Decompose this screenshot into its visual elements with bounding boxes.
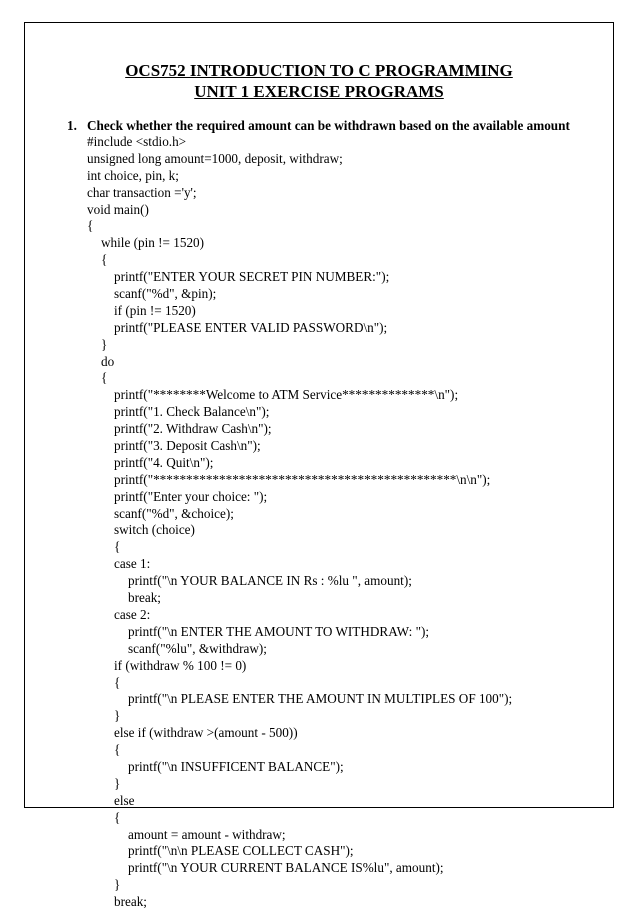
code-line: else if (withdraw >(amount - 500)) (114, 725, 298, 741)
question-number: 1. (67, 118, 77, 133)
code-line: case 2: (114, 606, 151, 622)
code-line: scanf("%lu", &withdraw); (128, 640, 267, 656)
code-line: if (withdraw % 100 != 0) (114, 657, 247, 673)
code-line: #include <stdio.h> (87, 134, 187, 149)
code-line: printf("3. Deposit Cash\n"); (114, 438, 261, 454)
code-line: scanf("%d", &choice); (114, 505, 234, 521)
code-line: do (101, 353, 115, 369)
code-line: break; (114, 894, 147, 910)
code-line: { (87, 218, 94, 234)
code-line: } (101, 336, 108, 352)
document-subtitle: UNIT 1 EXERCISE PROGRAMS (194, 82, 444, 101)
code-line: printf("PLEASE ENTER VALID PASSWORD\n"); (114, 319, 388, 335)
code-line: printf("**********************************************\n\n"); (114, 471, 491, 487)
code-line: printf("4. Quit\n"); (114, 454, 214, 470)
code-line: { (114, 674, 121, 690)
code-line: printf("********Welcome to ATM Service**************\n"); (114, 387, 459, 403)
code-line: while (pin != 1520) (101, 235, 205, 251)
code-line: printf("\n YOUR BALANCE IN Rs : %lu ", amount); (128, 573, 412, 589)
code-line: { (114, 742, 121, 758)
code-line: printf("Enter your choice: "); (114, 488, 268, 504)
code-line: printf("\n INSUFFICENT BALANCE"); (128, 758, 344, 774)
code-line: else (114, 792, 135, 808)
code-line: switch (choice) (114, 522, 195, 538)
code-line: { (114, 539, 121, 555)
code-line: } (114, 775, 121, 791)
code-line: break; (128, 590, 161, 606)
code-line: if (pin != 1520) (114, 302, 196, 318)
code-line: case 1: (114, 556, 151, 572)
code-line: int choice, pin, k; (87, 167, 179, 183)
code-line: amount = amount - withdraw; (128, 826, 286, 842)
code-line: void main() (87, 201, 149, 217)
code-line: printf("1. Check Balance\n"); (114, 404, 270, 420)
code-line: printf("\n YOUR CURRENT BALANCE IS%lu", amount); (128, 860, 444, 876)
code-line: unsigned long amount=1000, deposit, withdraw; (87, 150, 343, 166)
code-line: printf("2. Withdraw Cash\n"); (114, 421, 272, 437)
code-line: } (114, 708, 121, 724)
code-line: printf("ENTER YOUR SECRET PIN NUMBER:"); (114, 269, 390, 285)
code-listing (0, 134, 512, 911)
document-title: OCS752 INTRODUCTION TO C PROGRAMMING (125, 61, 513, 80)
code-line: { (101, 252, 108, 268)
question-text: Check whether the required amount can be withdrawn based on the available amount (87, 118, 570, 133)
question-heading (67, 117, 570, 134)
code-line: } (114, 877, 121, 893)
code-line: scanf("%d", &pin); (114, 286, 217, 302)
code-line: { (114, 809, 121, 825)
code-line: char transaction ='y'; (87, 184, 197, 200)
code-line: printf("\n ENTER THE AMOUNT TO WITHDRAW: "); (128, 623, 430, 639)
code-line: printf("\n\n PLEASE COLLECT CASH"); (128, 843, 354, 859)
code-line: { (101, 370, 108, 386)
code-line: printf("\n PLEASE ENTER THE AMOUNT IN MULTIPLES OF 100"); (128, 691, 513, 707)
